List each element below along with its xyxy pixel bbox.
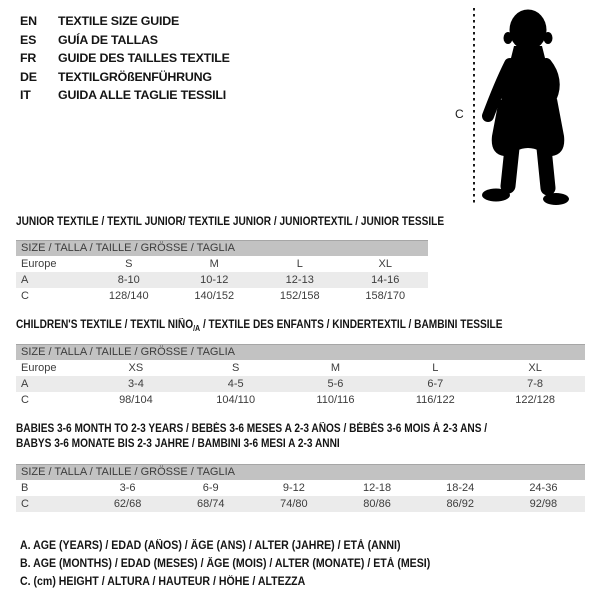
children-title-post: / TEXTILE DES ENFANTS / KINDERTEXTIL / BAMBINI TESSILE (200, 319, 503, 331)
language-code: FR (20, 51, 37, 66)
row-label: C (16, 496, 86, 512)
language-code: DE (20, 69, 37, 84)
size-header: SIZE / TALLA / TAILLE / GRÖSSE / TAGLIA (16, 465, 585, 481)
children-section-title-text (16, 318, 502, 333)
row-label: A (16, 272, 86, 288)
table-row-height (16, 496, 585, 512)
footnote-text: A. AGE (YEARS) / EDAD (AÑOS) / ÂGE (ANS) / ALTER (JAHRE) / ETÀ (ANNI) (20, 540, 401, 552)
size-cell: XL (528, 362, 542, 374)
legend-footnotes (20, 537, 466, 591)
size-cell: M (209, 258, 219, 270)
language-title: GUIDE DES TAILLES TEXTILE (58, 51, 230, 66)
size-cell: S (125, 258, 133, 270)
table-row-europe (16, 256, 428, 272)
language-code: ES (20, 32, 37, 47)
age-cell: 6-7 (385, 376, 485, 392)
language-title: GUÍA DE TALLAS (58, 32, 158, 47)
age-cell: 7-8 (485, 376, 585, 392)
footnote-text: C. (cm) HEIGHT / ALTURA / HAUTEUR / HÖHE / ALTEZZA (20, 576, 306, 588)
size-header: SIZE / TALLA / TAILLE / GRÖSSE / TAGLIA (16, 345, 585, 361)
age-cell: 5-6 (286, 376, 386, 392)
size-header: SIZE / TALLA / TAILLE / GRÖSSE / TAGLIA (16, 241, 428, 257)
language-code: EN (20, 14, 37, 29)
height-measure-label: C (455, 107, 464, 121)
table-row-europe (16, 360, 585, 376)
height-cell: 116/122 (415, 394, 455, 406)
size-cell: L (432, 362, 439, 374)
language-title: TEXTILGRÖßENFÜHRUNG (58, 69, 212, 84)
months-cell: 18-24 (446, 482, 475, 494)
row-label: Europe (21, 258, 57, 270)
language-title: TEXTILE SIZE GUIDE (58, 14, 180, 29)
months-cell: 6-9 (202, 482, 219, 494)
language-row-es (20, 31, 230, 50)
height-cell: 104/110 (216, 394, 256, 406)
row-label: A (16, 376, 86, 392)
months-cell: 9-12 (282, 482, 305, 494)
height-cell: 80/86 (335, 496, 418, 512)
table-row-age (16, 272, 428, 288)
height-cell: 110/116 (316, 394, 355, 406)
row-label: C (21, 290, 29, 302)
age-cell: 4-5 (186, 376, 286, 392)
size-cell: XL (378, 258, 392, 270)
language-row-en (20, 12, 230, 31)
baby-silhouette (482, 10, 569, 206)
height-cell: 86/92 (419, 496, 502, 512)
height-cell: 140/152 (194, 290, 235, 302)
language-title: GUIDA ALLE TAGLIE TESSILI (58, 88, 227, 103)
footnote-age-years (20, 537, 466, 555)
size-header-row (16, 241, 428, 257)
height-measure-figure (450, 4, 600, 214)
language-row-de (20, 68, 230, 87)
language-title-list (20, 12, 230, 105)
footnote-text: B. AGE (MONTHS) / EDAD (MESES) / ÂGE (MOIS) / ALTER (MONATE) / ETÀ (MESI) (20, 558, 431, 570)
table-row-months (16, 480, 585, 496)
table-row-height (16, 392, 585, 408)
age-cell: 3-4 (86, 376, 186, 392)
age-cell: 14-16 (343, 272, 429, 288)
language-code: IT (20, 88, 31, 103)
size-cell: S (232, 362, 240, 374)
junior-section-title (16, 215, 502, 230)
babies-section-title-line1: BABIES 3-6 MONTH TO 2-3 YEARS / BEBÉS 3-6 MESES A 2-3 AÑOS / BÉBÉS 3-6 MOIS À 2-3 ANS / (16, 423, 488, 435)
babies-size-table (16, 464, 585, 512)
footnote-age-months (20, 555, 466, 573)
babies-section-title-line2: BABYS 3-6 MONATE BIS 2-3 JAHRE / BAMBINI 3-6 MESI A 2-3 ANNI (16, 438, 340, 450)
height-cell: 152/158 (279, 290, 320, 302)
row-label: C (21, 394, 29, 406)
height-cell: 62/68 (86, 496, 169, 512)
height-cell: 92/98 (502, 496, 585, 512)
height-cell: 98/104 (119, 394, 153, 406)
row-label: Europe (21, 362, 57, 374)
months-cell: 24-36 (529, 482, 558, 494)
row-label: B (21, 482, 29, 494)
junior-size-table (16, 240, 428, 304)
babies-section-title (16, 422, 551, 452)
age-cell: 8-10 (86, 272, 172, 288)
height-cell: 74/80 (252, 496, 335, 512)
height-cell: 128/140 (108, 290, 149, 302)
children-size-table (16, 344, 585, 408)
language-row-fr (20, 49, 230, 68)
months-cell: 12-18 (362, 482, 392, 494)
language-row-it (20, 86, 230, 105)
children-title-pre: CHILDREN'S TEXTILE / TEXTIL NIÑO (16, 319, 194, 331)
table-row-height (16, 288, 428, 304)
footnote-height-cm (20, 573, 466, 591)
months-cell: 3-6 (119, 482, 136, 494)
size-header-row (16, 345, 585, 361)
children-title-sub: /A (193, 323, 201, 333)
height-cell: 68/74 (169, 496, 252, 512)
size-cell: L (296, 258, 303, 270)
age-cell: 12-13 (257, 272, 343, 288)
height-cell: 122/128 (515, 394, 555, 406)
table-row-age (16, 376, 585, 392)
size-cell: XS (128, 362, 144, 374)
size-cell: M (330, 362, 341, 374)
height-cell: 158/170 (365, 290, 406, 302)
children-section-title (16, 318, 569, 333)
baby-silhouette-graphic (450, 4, 600, 214)
age-cell: 10-12 (172, 272, 258, 288)
size-header-row (16, 465, 585, 481)
junior-section-title-text: JUNIOR TEXTILE / TEXTIL JUNIOR/ TEXTILE JUNIOR / JUNIORTEXTIL / JUNIOR TESSILE (16, 216, 445, 228)
